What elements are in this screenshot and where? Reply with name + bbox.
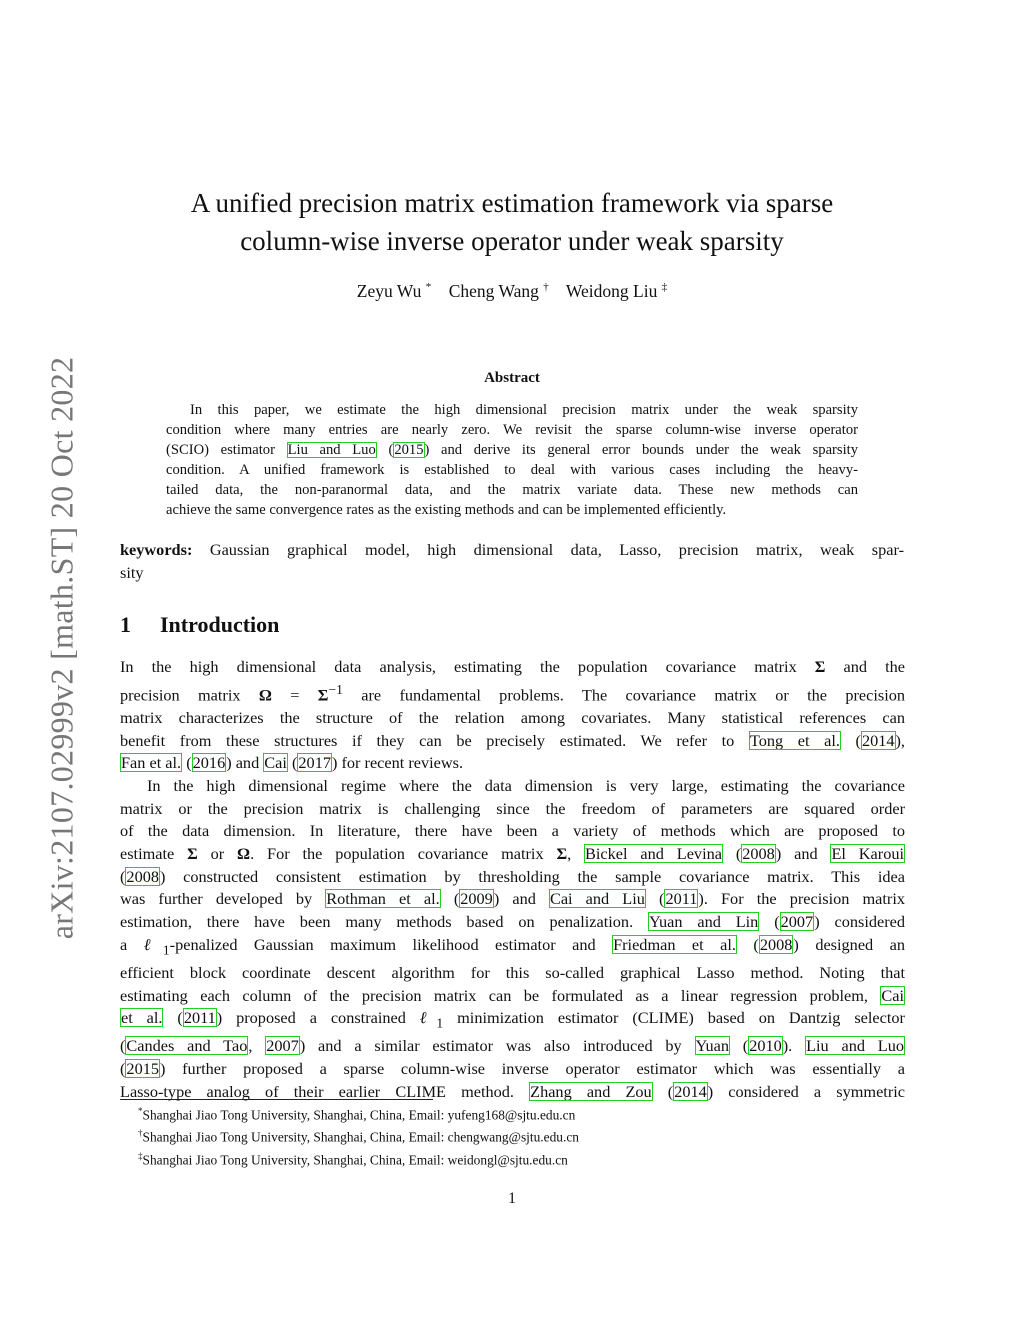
subscript: 1 [436,1015,444,1031]
text: (SCIO) estimator [166,442,275,458]
citation-link[interactable]: Cai and Liu [549,889,645,909]
abstract-line: condition where many entries are nearly zero. We revisit the sparse column-wise inverse operator [166,422,858,438]
abstract-line: achieve the same convergence rates as the existing methods and can be implemented efficiently. [166,502,727,518]
body-line: (2015) further proposed a sparse column-wise inverse operator estimator which was essentially a [120,1058,905,1078]
abstract-line: In this paper, we estimate the high dimensional precision matrix under the weak sparsity [190,402,858,418]
text: or [210,844,225,864]
body-line: (2008) constructed consistent estimation by thresholding the sample covariance matrix. This idea [120,866,905,886]
text: considered a symmetric [728,1081,905,1101]
section-heading [120,612,279,638]
abstract-line: condition. A unified framework is established to deal with various cases including the heavy- [166,462,858,478]
text: minimization estimator (CLIME) based on Dantzig selector [457,1008,905,1028]
omega-symbol: Ω [258,685,272,705]
text: for recent reviews. [341,753,464,773]
sigma-symbol: Σ [814,657,826,676]
author-name: Cheng Wang [448,281,539,301]
citation-link[interactable]: Yuan and Lin [649,912,759,932]
text: and [512,889,536,909]
footnote-mark: * [138,1106,143,1116]
body-line: estimate Σ or Ω. For the population covariance matrix Σ, Bickel and Levina (2008) and El Karoui [120,844,905,864]
footnote-mark: ‡ [138,1150,143,1161]
footnote-text: Shanghai Jiao Tong University, Shanghai, China, Email: chengwang@sjtu.edu.cn [142,1129,579,1145]
body-line: efficient block coordinate descent algorithm for this so-called graphical Lasso method. Noting that [120,962,905,982]
text: constructed consistent estimation by thresholding the sample covariance matrix. This idea [183,866,905,886]
citation-year-link[interactable]: 2015 [394,442,424,458]
abstract-heading: Abstract [484,370,540,386]
text: . For the population covariance matrix [250,844,544,864]
text: -penalized Gaussian maximum likelihood estimator and [169,934,596,954]
citation-year-link[interactable]: 2008 [759,934,793,954]
text: In the high dimensional data analysis, estimating the population covariance matrix [120,657,797,676]
footnote-text: Shanghai Jiao Tong University, Shanghai, China, Email: yufeng168@sjtu.edu.cn [142,1107,576,1123]
ell-symbol: ℓ [143,934,163,954]
sigma-symbol: Σ [187,844,198,864]
text: and a similar estimator was also introduced by [318,1036,682,1056]
citation-year-link[interactable]: 2007 [266,1036,299,1056]
text: Lasso-type analog of their earlier CLIME method. [120,1081,515,1101]
citation-year-link[interactable]: 2007 [780,912,814,932]
sigma-symbol: Σ [556,844,568,864]
body-line: a ℓ$_1$-penalized Gaussian maximum likelihood estimator and Friedman et al. (2008) designed an [120,934,906,958]
abstract-line: (SCIO) estimator Liu and Luo (2015) and derive its general error bounds under the weak sparsity [166,442,858,458]
paper-title [120,184,904,260]
footnote [120,1102,579,1124]
exponent: −1 [328,681,343,697]
citation-link[interactable]: Liu and Luo [287,442,376,458]
text: estimate [120,844,175,864]
body-line: was further developed by Rothman et al. (2009) and Cai and Liu (2011). For the precision matrix [120,889,905,909]
citation-link[interactable]: Rothman et al. [326,889,440,909]
citation-year-link[interactable]: 2008 [126,866,159,886]
citation-year-link[interactable]: 2015 [126,1058,159,1078]
citation-year-link[interactable]: 2014 [674,1081,707,1101]
keywords-block [120,538,904,584]
text: was further developed by [120,889,313,909]
author-mark: † [543,281,549,294]
subscript: 1 [162,942,170,958]
body-line: et al. (2011) proposed a constrained ℓ$_1$ minimization estimator (CLIME) based on Dantzig selector [121,1008,905,1031]
citation-link[interactable]: Cai [264,753,287,773]
citation-year-link[interactable]: 2010 [749,1036,782,1056]
text: further proposed a sparse column-wise inverse operator estimator which was essentially a [182,1058,905,1078]
text: a [120,934,128,954]
citation-link[interactable]: Zhang and Zou [530,1081,652,1101]
section-number: 1 [120,612,131,637]
text: and derive its general error bounds under the weak sparsity [441,442,858,458]
section-title: Introduction [160,612,280,637]
author-list [120,281,904,302]
ell-symbol: ℓ [419,1008,437,1028]
body-line [120,656,905,679]
body-line: matrix characterizes the structure of the relation among covariates. Many statistical references can [120,707,905,727]
footnote-rule [120,1099,433,1100]
text: and [794,844,818,864]
body-line [120,985,905,1008]
text: and the [843,657,906,676]
footnote-text: Shanghai Jiao Tong University, Shanghai, China, Email: weidongl@sjtu.edu.cn [142,1152,568,1168]
text: precision matrix [120,685,241,705]
body-line: of the data dimension. In literature, there have been a variety of methods which are proposed to [120,821,905,841]
citation-link[interactable]: Candes and Tao [126,1036,248,1056]
body-line: matrix or the precision matrix is challenging since the freedom of parameters are squared order [120,798,905,818]
text: = [290,685,300,705]
citation-link[interactable]: Yuan [695,1036,729,1056]
author-name: Weidong Liu [565,281,658,301]
keywords-label: keywords: [120,540,193,559]
author-name: Zeyu Wu [356,281,422,301]
text: . For the precision matrix [703,889,905,909]
body-line: (Candes and Tao, 2007) and a similar estimator was also introduced by Yuan (2010). Liu and Luo [120,1036,905,1056]
footnote [120,1124,579,1146]
omega-symbol: Ω [237,844,251,864]
title-line: column-wise inverse operator under weak sparsity [240,226,784,256]
citation-year-link[interactable]: 2011 [665,889,698,909]
citation-year-link[interactable]: 2011 [183,1008,216,1028]
citation-link[interactable]: Bickel and Levina [585,844,722,864]
citation-year-link[interactable]: 2008 [742,844,775,864]
citation-link[interactable]: Liu and Luo [806,1036,905,1056]
page-number: 1 [508,1190,516,1207]
title-line: A unified precision matrix estimation framework via sparse [190,188,834,218]
abstract-body [166,400,858,520]
body-line [120,679,905,707]
body-line: In the high dimensional regime where the data dimension is very large, estimating the covariance [147,775,905,795]
text: estimating each column of the precision matrix can be formulated as a linear regression problem, [120,985,868,1005]
body-line: Fan et al. (2016) and Cai (2017) for recent reviews. [121,753,464,773]
text: are fundamental problems. The covariance matrix or the precision [361,685,906,705]
footnote [120,1147,579,1169]
citation-year-link[interactable]: 2014 [861,730,895,750]
text: designed an [815,934,906,954]
footnote-mark: † [138,1128,143,1139]
keywords-line [120,538,904,561]
citation-link[interactable]: et al. [121,1008,163,1028]
citation-link[interactable]: Tong et al. [749,730,840,750]
author-mark: * [425,281,432,294]
text: estimation, there have been many methods based on penalization. [120,912,634,932]
keywords-text: Gaussian graphical model, high dimensional data, Lasso, precision matrix, weak spar- [209,540,904,559]
body-text [120,656,905,1103]
sigma-symbol: Σ [317,685,329,705]
footnotes [120,1102,579,1169]
abstract-line: tailed data, the non-paranormal data, and the matrix variate data. These new methods can [166,482,858,498]
author-mark: ‡ [661,281,668,294]
keywords-line: sity [120,563,144,582]
arxiv-side-stamp: arXiv:2107.02999v2 [math.ST] 20 Oct 2022 [43,356,80,940]
citation-link[interactable]: Friedman et al. [613,934,736,954]
body-line: benefit from these structures if they can be precisely estimated. We refer to Tong et al. (2014), [120,730,906,750]
body-line: Lasso-type analog of their earlier CLIME method. Zhang and Zou (2014) considered a symmetric [120,1081,905,1101]
citation-year-link[interactable]: 2009 [460,889,493,909]
citation-link[interactable]: Fan et al. [121,753,182,773]
text: and [235,753,260,773]
text: proposed a constrained [236,1008,406,1028]
citation-link[interactable]: Cai [881,985,904,1005]
citation-year-link[interactable]: 2017 [298,753,331,773]
citation-year-link[interactable]: 2016 [192,753,226,773]
citation-link[interactable]: El Karoui [831,844,905,864]
text: considered [834,912,906,932]
body-line: estimation, there have been many methods based on penalization. Yuan and Lin (2007) considered [120,912,906,932]
text: benefit from these structures if they can be precisely estimated. We refer to [120,730,735,750]
